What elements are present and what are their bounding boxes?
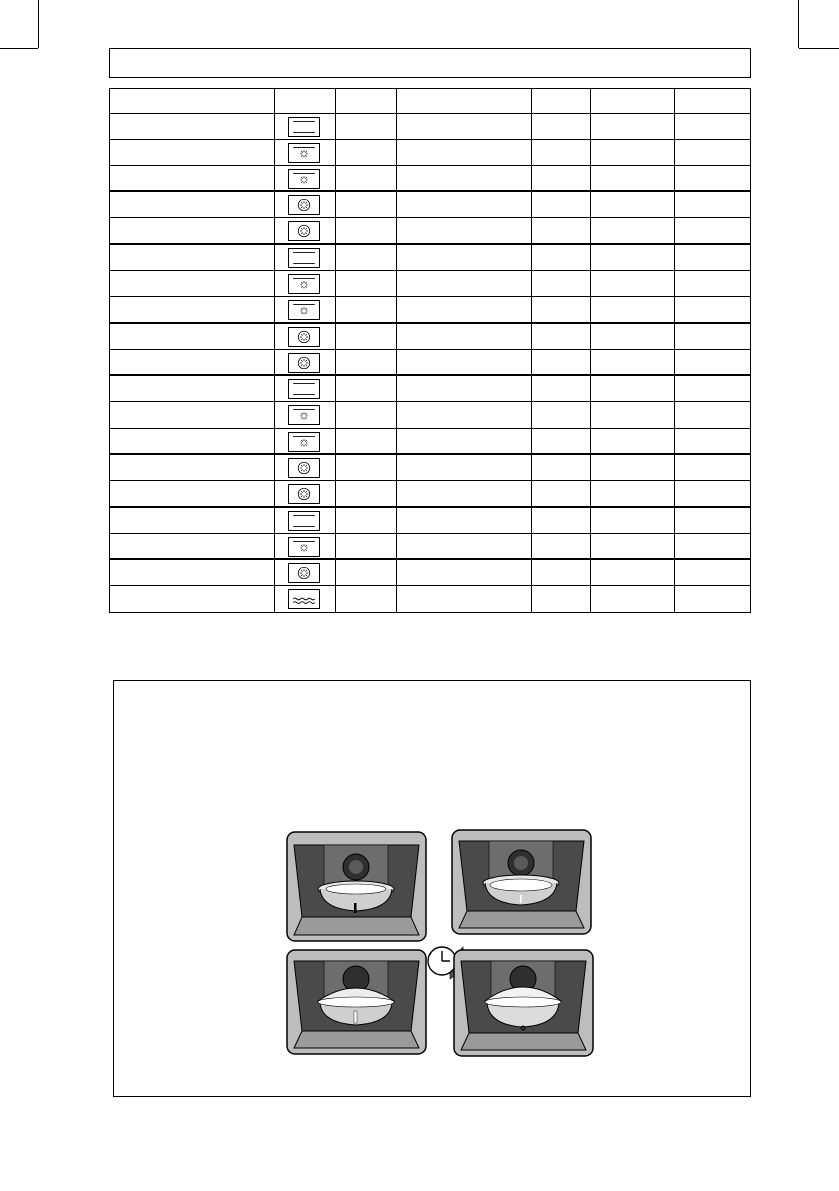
table-edge — [750, 324, 751, 349]
table-cell — [590, 324, 674, 349]
table-cell — [109, 402, 274, 428]
oven-frame-covered-pot — [286, 949, 427, 1055]
table-cell — [274, 429, 335, 453]
table-row — [109, 192, 751, 218]
table-cell — [274, 140, 335, 165]
fan-heat-icon — [288, 221, 320, 241]
table-cell — [590, 114, 674, 139]
table-cell — [109, 586, 274, 612]
top-bottom-heat-icon — [288, 511, 320, 531]
fan-heat-icon — [288, 563, 320, 583]
table-cell — [396, 508, 531, 533]
table-edge — [750, 534, 751, 558]
oven-frame-filled-pot — [451, 829, 592, 935]
table-cell — [674, 324, 751, 349]
table-cell — [674, 586, 751, 612]
table-edge — [750, 166, 751, 190]
table-cell — [531, 376, 590, 401]
table-cell — [335, 271, 396, 296]
table-cell — [109, 429, 274, 453]
table-cell — [531, 586, 590, 612]
table-cell — [531, 429, 590, 453]
table-cell — [274, 297, 335, 322]
fan-heat-icon — [288, 327, 320, 347]
table-edge — [750, 271, 751, 296]
table-cell — [590, 429, 674, 453]
fan-heat-icon — [288, 458, 320, 478]
table-cell — [674, 350, 751, 374]
table-cell — [531, 534, 590, 558]
table-cell — [396, 586, 531, 612]
oven-frame-covered-pot-done — [453, 949, 594, 1057]
table-cell — [335, 166, 396, 190]
cooking-table — [109, 88, 751, 613]
grill-icon — [288, 432, 320, 452]
table-cell — [274, 114, 335, 139]
table-cell — [109, 455, 274, 480]
table-cell — [396, 324, 531, 349]
table-cell — [674, 455, 751, 480]
table-cell — [274, 192, 335, 217]
table-cell — [531, 508, 590, 533]
table-row — [109, 114, 751, 140]
table-edge — [750, 376, 751, 401]
table-row — [109, 140, 751, 166]
table-cell — [590, 508, 674, 533]
table-cell — [274, 586, 335, 612]
table-cell — [274, 534, 335, 558]
grill-icon — [288, 300, 320, 320]
table-edge — [750, 481, 751, 506]
table-row — [109, 324, 751, 350]
table-header-cell — [335, 89, 396, 113]
table-cell — [396, 376, 531, 401]
grill-icon — [288, 143, 320, 163]
table-cell — [590, 297, 674, 322]
table-cell — [590, 245, 674, 270]
table-cell — [335, 586, 396, 612]
table-cell — [274, 508, 335, 533]
table-row — [109, 376, 751, 402]
table-cell — [674, 402, 751, 428]
table-cell — [109, 218, 274, 243]
crop-mark-vertical — [38, 0, 39, 48]
table-cell — [396, 402, 531, 428]
table-cell — [335, 297, 396, 322]
table-edge — [750, 586, 751, 612]
table-cell — [274, 218, 335, 243]
table-cell — [335, 402, 396, 428]
table-cell — [674, 271, 751, 296]
table-cell — [531, 140, 590, 165]
table-cell — [335, 376, 396, 401]
table-cell — [109, 481, 274, 506]
table-cell — [531, 166, 590, 190]
table-cell — [674, 245, 751, 270]
bottom-heat-icon — [288, 589, 320, 609]
table-cell — [335, 350, 396, 374]
table-cell — [674, 114, 751, 139]
table-cell — [335, 508, 396, 533]
table-cell — [674, 218, 751, 243]
table-cell — [531, 481, 590, 506]
table-edge — [750, 429, 751, 453]
table-cell — [396, 429, 531, 453]
table-row — [109, 508, 751, 534]
table-row — [109, 350, 751, 376]
table-row — [109, 271, 751, 297]
table-edge — [750, 245, 751, 270]
table-cell — [274, 402, 335, 428]
table-cell — [396, 297, 531, 322]
table-cell — [109, 324, 274, 349]
table-cell — [335, 560, 396, 585]
table-cell — [674, 429, 751, 453]
table-cell — [109, 560, 274, 585]
grill-icon — [288, 274, 320, 294]
table-cell — [109, 297, 274, 322]
table-cell — [590, 140, 674, 165]
table-cell — [109, 114, 274, 139]
table-cell — [335, 324, 396, 349]
table-cell — [674, 140, 751, 165]
table-cell — [396, 114, 531, 139]
table-cell — [109, 534, 274, 558]
table-row — [109, 534, 751, 560]
table-cell — [335, 140, 396, 165]
table-header-cell — [396, 89, 531, 113]
table-cell — [674, 560, 751, 585]
table-row — [109, 166, 751, 192]
table-row — [109, 481, 751, 508]
fan-heat-icon — [288, 484, 320, 504]
table-cell — [396, 534, 531, 558]
table-cell — [274, 455, 335, 480]
fan-heat-icon — [288, 353, 320, 373]
table-cell — [109, 192, 274, 217]
table-cell — [590, 376, 674, 401]
table-edge — [750, 89, 751, 113]
table-cell — [590, 481, 674, 506]
table-cell — [274, 245, 335, 270]
table-row — [109, 429, 751, 455]
table-cell — [674, 376, 751, 401]
table-cell — [674, 166, 751, 190]
table-edge — [750, 350, 751, 374]
oven-frame-empty-pot — [286, 831, 427, 942]
table-row — [109, 297, 751, 324]
table-cell — [531, 455, 590, 480]
table-cell — [590, 271, 674, 296]
table-cell — [531, 324, 590, 349]
table-cell — [396, 218, 531, 243]
table-row — [109, 245, 751, 271]
table-cell — [590, 560, 674, 585]
table-cell — [674, 481, 751, 506]
table-cell — [274, 376, 335, 401]
table-cell — [531, 114, 590, 139]
table-cell — [335, 218, 396, 243]
table-cell — [531, 402, 590, 428]
table-row — [109, 218, 751, 245]
table-cell — [109, 271, 274, 296]
table-cell — [590, 534, 674, 558]
table-header-row — [109, 88, 751, 114]
grill-icon — [288, 405, 320, 425]
table-cell — [590, 455, 674, 480]
table-cell — [335, 245, 396, 270]
table-cell — [335, 114, 396, 139]
table-cell — [396, 166, 531, 190]
table-edge — [750, 218, 751, 243]
table-row — [109, 402, 751, 429]
table-cell — [109, 140, 274, 165]
top-bottom-heat-icon — [288, 117, 320, 137]
table-row — [109, 586, 751, 613]
top-bottom-heat-icon — [288, 248, 320, 268]
table-cell — [531, 271, 590, 296]
table-edge — [750, 192, 751, 217]
table-row — [109, 560, 751, 586]
grill-icon — [288, 169, 320, 189]
top-bottom-heat-icon — [288, 379, 320, 399]
table-cell — [531, 245, 590, 270]
table-cell — [531, 218, 590, 243]
table-edge — [750, 455, 751, 480]
table-cell — [396, 350, 531, 374]
table-cell — [109, 350, 274, 374]
table-cell — [109, 376, 274, 401]
grill-icon — [288, 537, 320, 557]
table-cell — [109, 245, 274, 270]
table-edge — [750, 402, 751, 428]
table-cell — [590, 192, 674, 217]
table-cell — [335, 481, 396, 506]
table-cell — [531, 560, 590, 585]
table-cell — [274, 481, 335, 506]
table-cell — [335, 455, 396, 480]
table-edge — [750, 140, 751, 165]
illustration-panel — [113, 680, 751, 1097]
table-cell — [335, 192, 396, 217]
table-cell — [274, 560, 335, 585]
table-edge — [750, 508, 751, 533]
table-header-cell — [590, 89, 674, 113]
table-cell — [674, 508, 751, 533]
table-cell — [531, 350, 590, 374]
table-cell — [674, 192, 751, 217]
table-header-cell — [109, 89, 274, 113]
table-cell — [335, 429, 396, 453]
table-cell — [590, 350, 674, 374]
table-edge — [750, 297, 751, 322]
table-cell — [396, 455, 531, 480]
crop-mark-horizontal — [799, 48, 839, 49]
table-cell — [674, 534, 751, 558]
table-cell — [396, 481, 531, 506]
table-cell — [274, 350, 335, 374]
table-cell — [396, 560, 531, 585]
table-edge — [750, 560, 751, 585]
table-header-cell — [274, 89, 335, 113]
fan-heat-icon — [288, 195, 320, 215]
crop-mark-horizontal — [0, 48, 38, 49]
table-header-cell — [674, 89, 751, 113]
table-cell — [396, 245, 531, 270]
table-cell — [274, 166, 335, 190]
table-cell — [396, 140, 531, 165]
table-cell — [531, 297, 590, 322]
table-cell — [396, 271, 531, 296]
table-edge — [750, 114, 751, 139]
table-cell — [674, 297, 751, 322]
table-cell — [335, 534, 396, 558]
table-cell — [109, 508, 274, 533]
crop-mark-vertical — [798, 0, 799, 48]
table-cell — [396, 192, 531, 217]
table-cell — [590, 218, 674, 243]
section-title — [109, 48, 751, 78]
table-cell — [274, 324, 335, 349]
table-cell — [274, 271, 335, 296]
table-header-cell — [531, 89, 590, 113]
table-cell — [531, 192, 590, 217]
table-cell — [590, 166, 674, 190]
table-cell — [109, 166, 274, 190]
table-cell — [590, 586, 674, 612]
table-cell — [590, 402, 674, 428]
table-row — [109, 455, 751, 481]
